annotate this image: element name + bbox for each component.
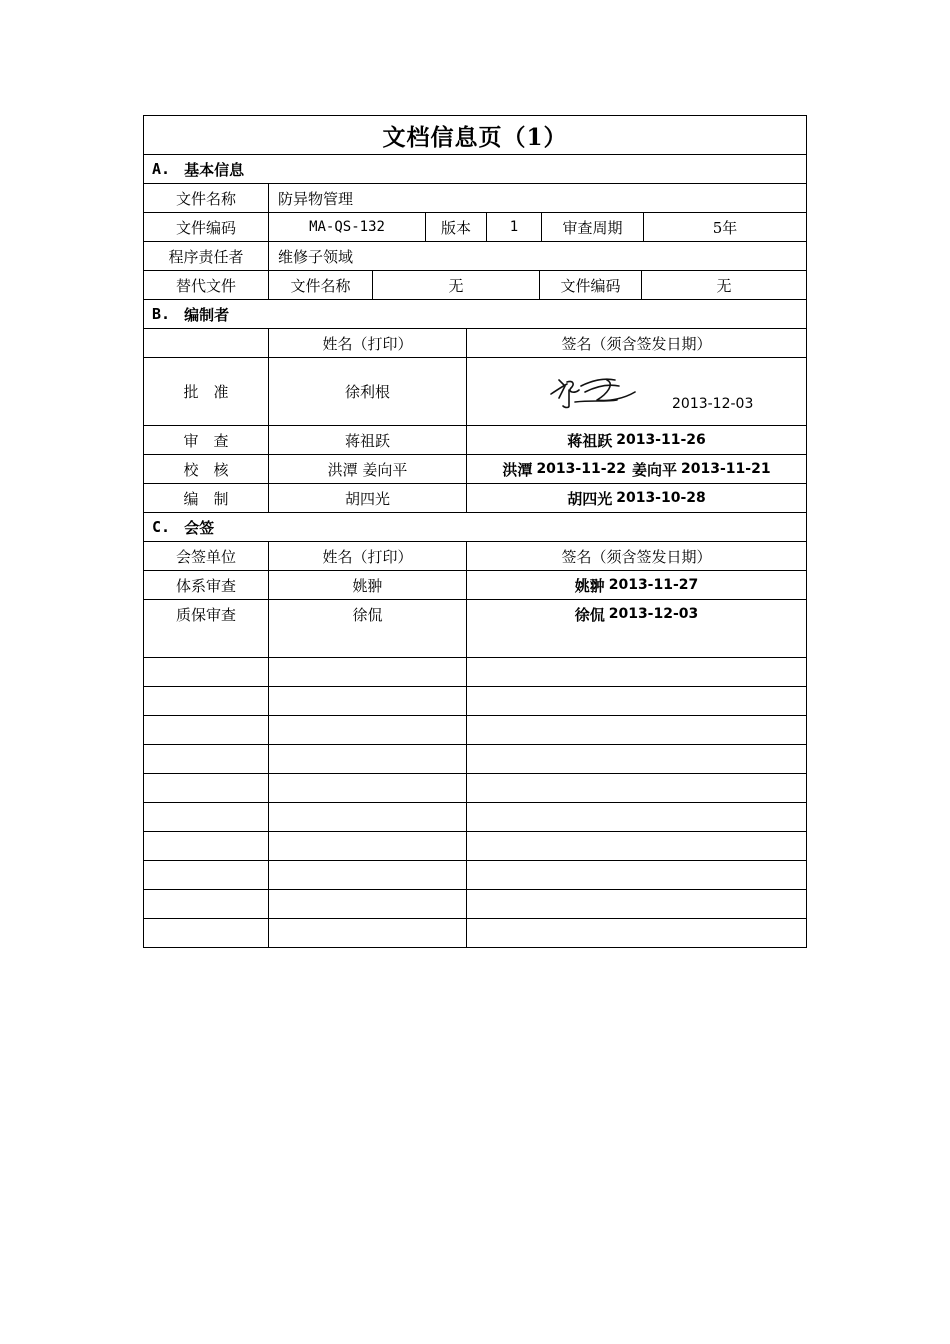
authors-header-blank bbox=[144, 329, 268, 357]
empty-cell bbox=[144, 745, 268, 773]
empty-cell bbox=[268, 861, 466, 889]
replace-row bbox=[144, 270, 806, 299]
empty-row bbox=[144, 657, 806, 686]
section-a-letter: A. bbox=[152, 160, 171, 178]
title-row bbox=[144, 116, 806, 154]
section-a-header bbox=[144, 154, 806, 183]
author-row-check bbox=[144, 454, 806, 483]
author-role: 审 查 bbox=[183, 431, 229, 450]
sign-date-2: 2013-11-21 bbox=[681, 461, 771, 477]
version-value: 1 bbox=[486, 213, 541, 241]
section-a-label: 基本信息 bbox=[184, 160, 245, 179]
sign-name: 胡四光 bbox=[567, 489, 613, 508]
countersign-unit: 质保审查 bbox=[175, 605, 236, 624]
owner-label: 程序责任者 bbox=[168, 247, 244, 266]
empty-cell bbox=[144, 803, 268, 831]
empty-cell bbox=[144, 687, 268, 715]
empty-cell bbox=[466, 890, 806, 918]
countersign-header-unit: 会签单位 bbox=[175, 547, 236, 566]
empty-row bbox=[144, 831, 806, 860]
empty-cell bbox=[466, 658, 806, 686]
countersign-empty-rows bbox=[144, 628, 806, 947]
file-code-label: 文件编码 bbox=[175, 218, 236, 237]
empty-cell bbox=[268, 628, 466, 657]
author-row-review bbox=[144, 425, 806, 454]
countersign-signature bbox=[466, 600, 806, 628]
author-name: 蒋祖跃 bbox=[268, 426, 466, 454]
empty-row bbox=[144, 628, 806, 657]
empty-cell bbox=[466, 803, 806, 831]
countersign-signature bbox=[466, 571, 806, 599]
replace-code-value: 无 bbox=[641, 271, 806, 299]
empty-row bbox=[144, 918, 806, 947]
empty-cell bbox=[268, 687, 466, 715]
empty-row bbox=[144, 744, 806, 773]
file-name-value: 防异物管理 bbox=[268, 184, 806, 212]
sign-name: 徐侃 bbox=[574, 605, 605, 624]
file-name-label: 文件名称 bbox=[175, 189, 236, 208]
file-code-value: MA-QS-132 bbox=[268, 213, 425, 241]
empty-cell bbox=[466, 861, 806, 889]
empty-cell bbox=[466, 745, 806, 773]
empty-cell bbox=[466, 716, 806, 744]
empty-cell bbox=[268, 716, 466, 744]
countersign-header-row bbox=[144, 541, 806, 570]
empty-cell bbox=[268, 919, 466, 947]
empty-cell bbox=[466, 687, 806, 715]
empty-cell bbox=[144, 832, 268, 860]
author-signature-cell bbox=[466, 358, 806, 425]
file-name-row bbox=[144, 183, 806, 212]
authors-header-name: 姓名（打印） bbox=[268, 329, 466, 357]
empty-row bbox=[144, 802, 806, 831]
review-cycle-label: 审查周期 bbox=[541, 213, 643, 241]
sign-date: 2013-11-26 bbox=[616, 432, 706, 448]
handwritten-signature bbox=[545, 372, 641, 412]
sign-name: 姚翀 bbox=[574, 576, 605, 595]
empty-cell bbox=[144, 716, 268, 744]
author-role: 校 核 bbox=[183, 460, 229, 479]
author-signature bbox=[466, 426, 806, 454]
author-name: 洪潭 姜向平 bbox=[268, 455, 466, 483]
sign-date: 2013-12-03 bbox=[608, 606, 699, 622]
empty-cell bbox=[144, 774, 268, 802]
version-label: 版本 bbox=[425, 213, 486, 241]
empty-row bbox=[144, 715, 806, 744]
empty-cell bbox=[268, 832, 466, 860]
authors-header-row bbox=[144, 328, 806, 357]
owner-row bbox=[144, 241, 806, 270]
empty-cell bbox=[466, 774, 806, 802]
replace-code-label: 文件编码 bbox=[539, 271, 641, 299]
countersign-name: 徐侃 bbox=[268, 600, 466, 628]
section-c-letter: C. bbox=[152, 518, 171, 536]
section-b-letter: B. bbox=[152, 305, 171, 323]
section-b-label: 编制者 bbox=[184, 305, 230, 324]
authors-header-sign: 签名（须含签发日期） bbox=[466, 329, 806, 357]
author-role: 编 制 bbox=[183, 489, 229, 508]
section-c-label: 会签 bbox=[184, 518, 215, 537]
empty-cell bbox=[268, 658, 466, 686]
empty-cell bbox=[144, 890, 268, 918]
countersign-header-sign: 签名（须含签发日期） bbox=[466, 542, 806, 570]
empty-row bbox=[144, 860, 806, 889]
empty-cell bbox=[466, 628, 806, 657]
empty-row bbox=[144, 686, 806, 715]
countersign-row-qa bbox=[144, 599, 806, 628]
countersign-header-name: 姓名（打印） bbox=[268, 542, 466, 570]
empty-cell bbox=[268, 745, 466, 773]
empty-cell bbox=[144, 628, 268, 657]
sign-date: 2013-11-27 bbox=[608, 577, 699, 593]
sign-name: 洪潭 bbox=[502, 460, 533, 479]
page-title: 文档信息页（1） bbox=[382, 123, 568, 151]
replace-name-value: 无 bbox=[372, 271, 539, 299]
section-c-header bbox=[144, 512, 806, 541]
empty-cell bbox=[268, 803, 466, 831]
author-signature bbox=[466, 455, 806, 483]
author-name: 徐利根 bbox=[268, 358, 466, 425]
countersign-unit: 体系审查 bbox=[175, 576, 236, 595]
sign-date: 2013-11-22 bbox=[536, 461, 626, 477]
author-row-approve bbox=[144, 357, 806, 425]
replace-name-label: 文件名称 bbox=[268, 271, 372, 299]
author-role: 批 准 bbox=[183, 383, 229, 401]
author-name: 胡四光 bbox=[268, 484, 466, 512]
review-cycle-value: 5年 bbox=[643, 213, 806, 241]
empty-cell bbox=[144, 919, 268, 947]
empty-cell bbox=[144, 658, 268, 686]
file-code-row bbox=[144, 212, 806, 241]
sign-name-2: 姜向平 bbox=[632, 460, 678, 479]
countersign-row-system bbox=[144, 570, 806, 599]
replace-label: 替代文件 bbox=[175, 276, 236, 295]
document-info-table bbox=[143, 115, 807, 948]
empty-cell bbox=[466, 832, 806, 860]
empty-row bbox=[144, 889, 806, 918]
section-b-header bbox=[144, 299, 806, 328]
empty-cell bbox=[268, 774, 466, 802]
author-row-compile bbox=[144, 483, 806, 512]
countersign-name: 姚翀 bbox=[268, 571, 466, 599]
empty-cell bbox=[144, 861, 268, 889]
empty-cell bbox=[268, 890, 466, 918]
approve-sign-date: 2013-12-03 bbox=[672, 396, 754, 412]
author-signature bbox=[466, 484, 806, 512]
sign-name: 蒋祖跃 bbox=[567, 431, 613, 450]
sign-date: 2013-10-28 bbox=[616, 490, 706, 506]
empty-cell bbox=[466, 919, 806, 947]
owner-value: 维修子领域 bbox=[268, 242, 806, 270]
empty-row bbox=[144, 773, 806, 802]
